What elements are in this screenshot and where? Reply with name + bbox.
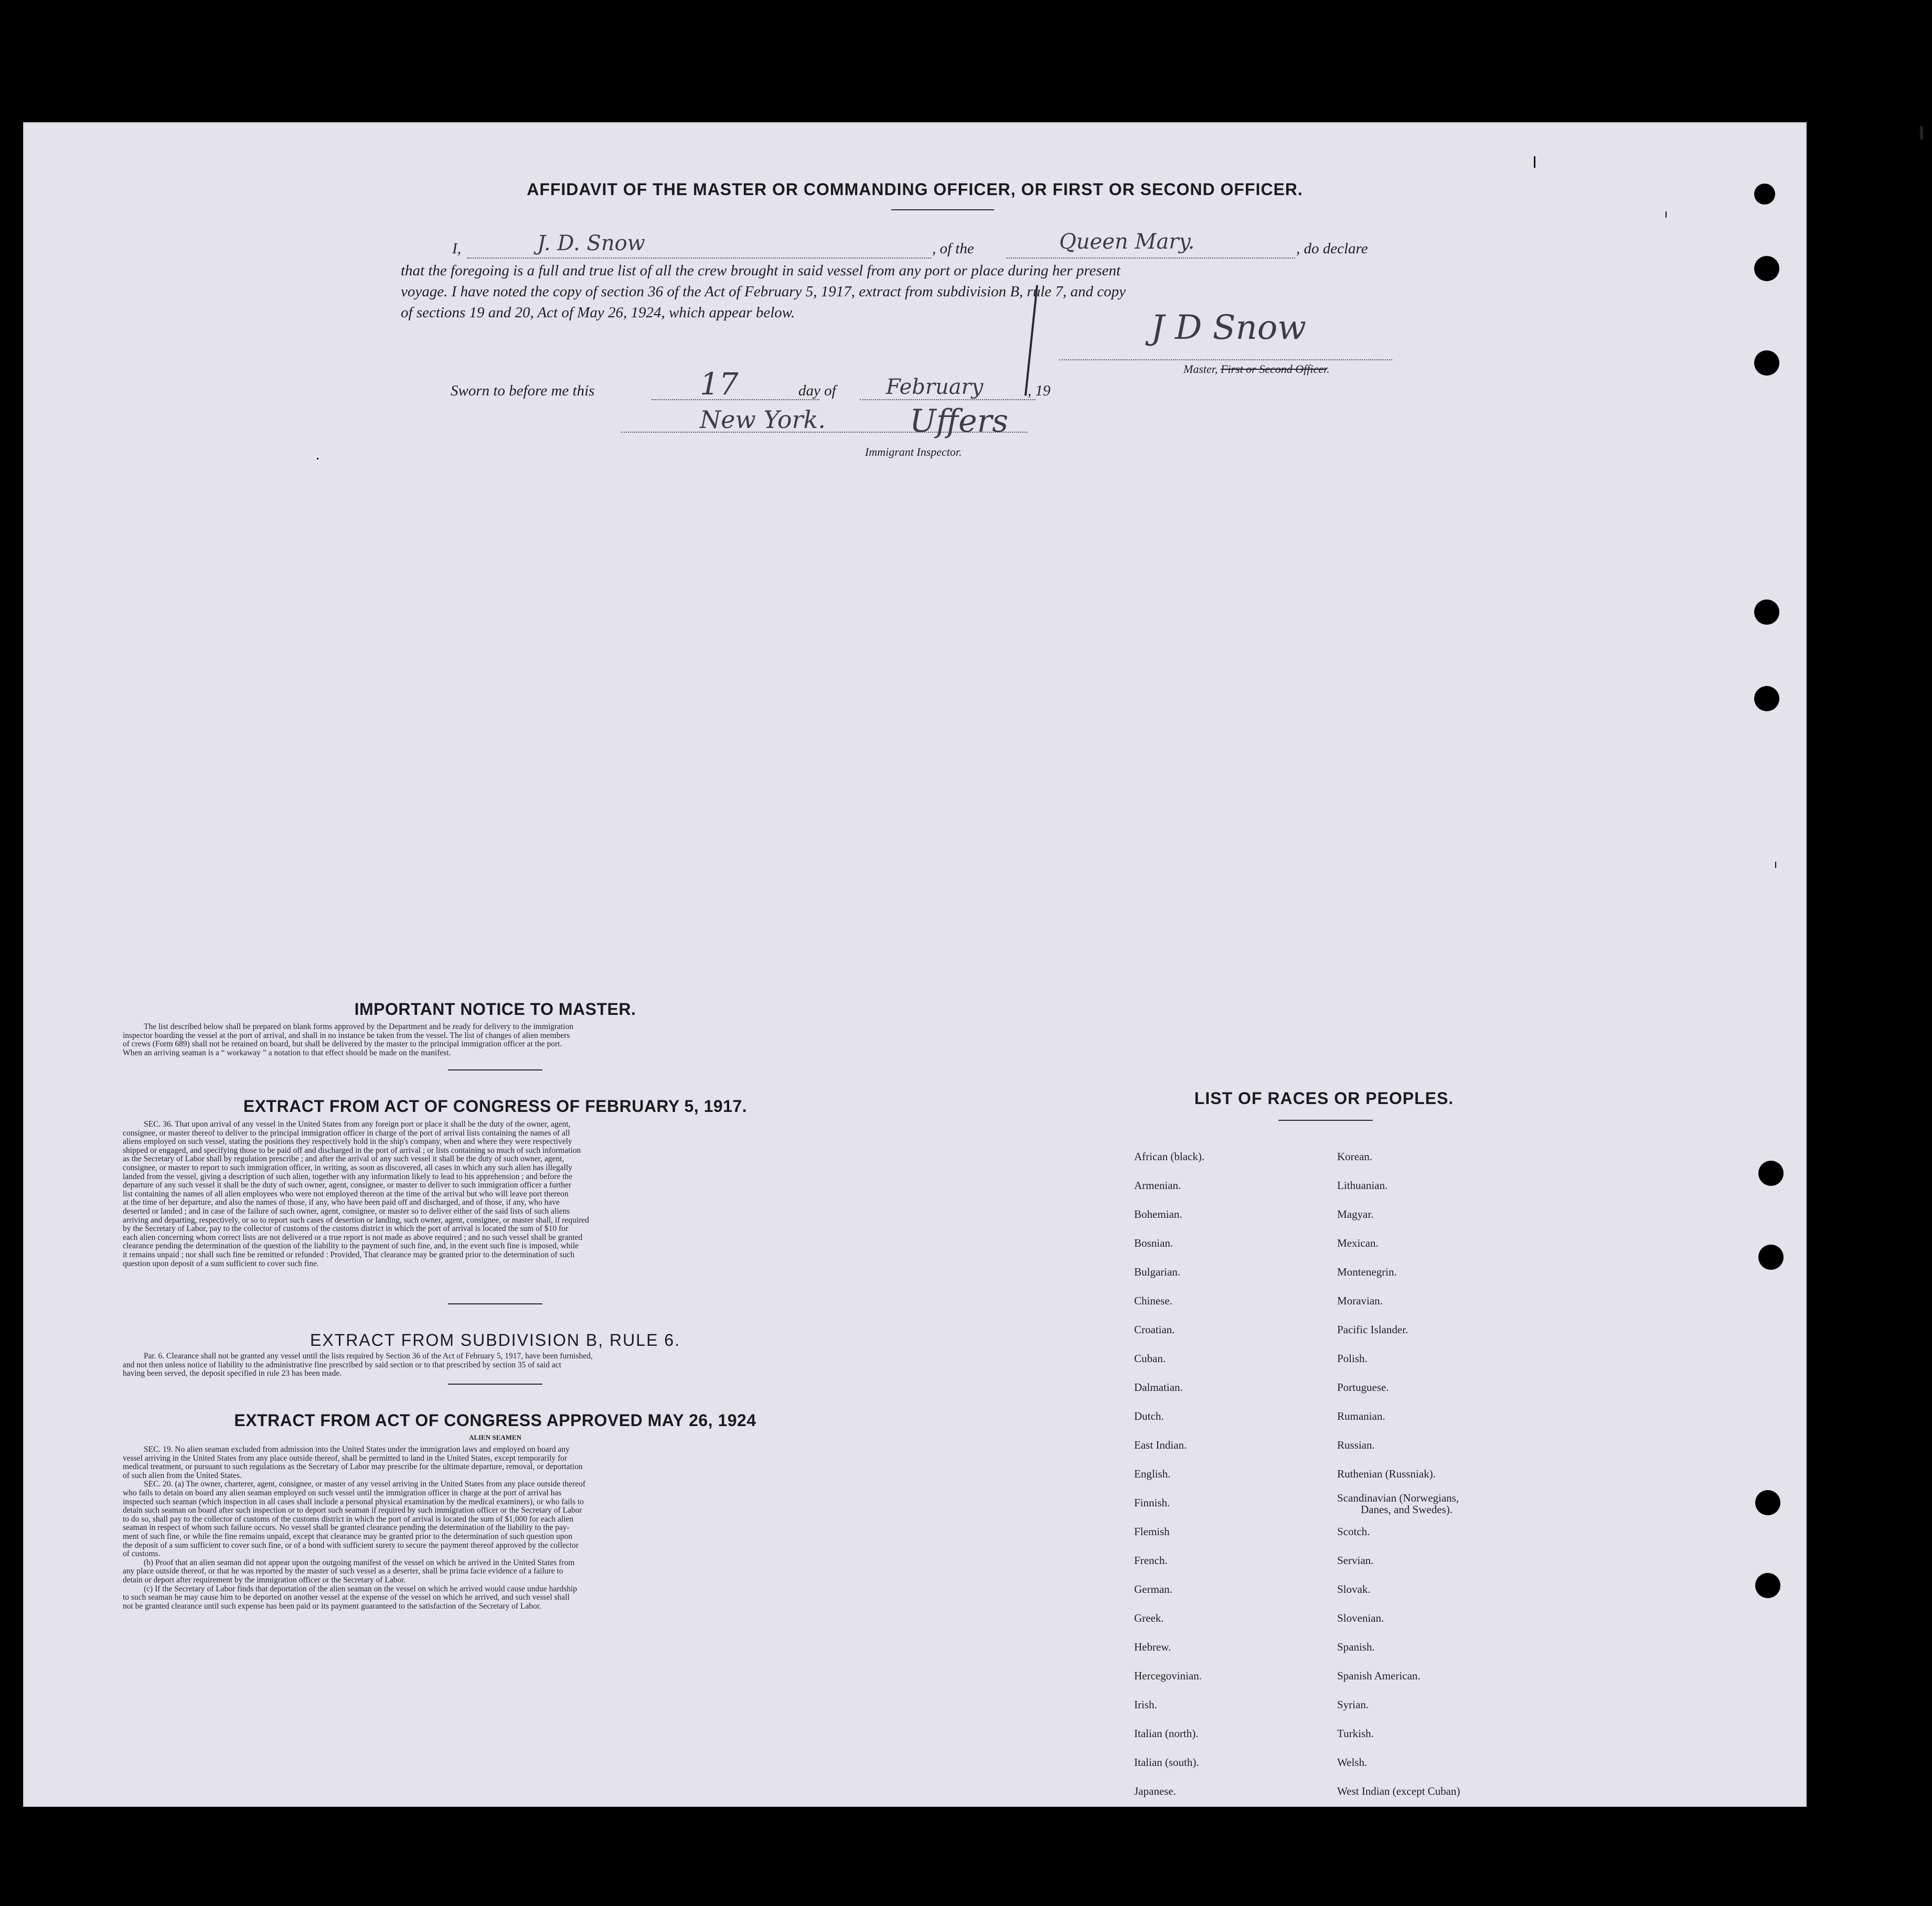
race-item: Turkish. <box>1337 1727 1374 1740</box>
extract-1917-line: by the Secretary of Labor, pay to the collector of customs of the customs district in which the port of arrival is located the sum of $10 for <box>123 1224 569 1234</box>
race-item: Spanish. <box>1337 1641 1375 1653</box>
race-item: Pacific Islander. <box>1337 1323 1408 1336</box>
extract-rule6-line: and not then unless notice of liability to the administrative fine prescribed by said section or to that prescribed by section 35 of said act <box>123 1360 561 1369</box>
role-period: . <box>1327 362 1330 376</box>
master-signature-handwritten: J D Snow <box>1151 308 1307 347</box>
notice-title: IMPORTANT NOTICE TO MASTER. <box>354 1000 636 1019</box>
signature-line <box>1059 359 1392 360</box>
signer-role-label <box>1183 362 1330 376</box>
extract-1924-line: of such alien from the United States. <box>123 1471 242 1480</box>
punch-hole <box>1758 1161 1784 1186</box>
vessel-fill-line <box>1007 258 1295 259</box>
scan-speck <box>317 458 318 459</box>
document-page <box>23 122 1807 1807</box>
race-item: Servian. <box>1337 1554 1374 1567</box>
race-item: Ruthenian (Russniak). <box>1337 1468 1436 1480</box>
race-item: French. <box>1134 1554 1168 1567</box>
extract-1917-title: EXTRACT FROM ACT OF CONGRESS OF FEBRUARY 5, 1917. <box>243 1097 748 1116</box>
races-right-column <box>1337 1142 1460 1806</box>
extract-1924-line: ment of such fine, or while the fine remains unpaid, except that clearance may be granted prior to the determination of such question upon <box>123 1532 572 1541</box>
title-rule <box>891 209 994 210</box>
races-title: LIST OF RACES OR PEOPLES. <box>1194 1089 1454 1108</box>
punch-hole <box>1755 1573 1780 1598</box>
affidavit-body-line-1: that the foregoing is a full and true list of all the crew brought in said vessel from any port or place during her present <box>401 262 1121 279</box>
race-item: Mexican. <box>1337 1237 1379 1249</box>
extract-1917-line: question upon deposit of a sum sufficient to cover such fine. <box>123 1259 319 1268</box>
struck-officer-label: First or Second Officer <box>1220 362 1327 376</box>
i-label: I, <box>452 240 461 257</box>
extract-1917-line: as the Secretary of Labor shall by regulation prescribe ; and after the arrival of any such vessel it shall be the duty of such owner, agent, <box>123 1154 564 1164</box>
master-name-handwritten: J. D. Snow <box>537 231 645 255</box>
extract-1924-line: vessel arriving in the United States from any place outside thereof, shall be permitted to land in the United States, except temporarily for <box>123 1453 568 1463</box>
extract-1924-line: the deposit of a sum sufficient to cover such fine, or of a bond with sufficient surety to secure the payment thereof approved by the collector <box>123 1540 579 1550</box>
extract-1924-line: any place outside thereof, or that he was reported by the master of such vessel as a deserter, shall be prima facie evidence of a failure to <box>123 1567 563 1576</box>
race-item: Cuban. <box>1134 1352 1166 1365</box>
race-item: Hercegovinian. <box>1134 1669 1202 1682</box>
race-item: Chinese. <box>1134 1294 1172 1307</box>
punch-hole <box>1758 1245 1784 1270</box>
extract-1924-line: of customs. <box>123 1549 161 1559</box>
day-handwritten: 17 <box>700 366 739 402</box>
race-item: Scotch. <box>1337 1525 1370 1538</box>
extract-1924-line: SEC. 19. No alien seaman excluded from admission into the United States under the immigration laws and employed on board any <box>144 1445 570 1454</box>
notice-line-2: inspector boarding the vessel at the port of arrival, and shall in no instance be taken from the vessel. The list of changes of alien members <box>123 1031 570 1040</box>
extract-1917-rule <box>448 1303 542 1304</box>
affidavit-title: AFFIDAVIT OF THE MASTER OR COMMANDING OFFICER, OR FIRST OR SECOND OFFICER. <box>527 180 1303 199</box>
race-item: Korean. <box>1337 1150 1373 1163</box>
extract-1917-line: shipped or engaged, and specifying those to be paid off and discharged in the port of arrival ; or lists containing so much of such information <box>123 1145 581 1155</box>
do-declare-label: , do declare <box>1296 240 1368 257</box>
extract-1924-title: EXTRACT FROM ACT OF CONGRESS APPROVED MAY 26, 1924 <box>234 1411 756 1430</box>
notice-line-4: When an arriving seaman is a “ workaway ” a notation to that effect should be made on the manifest. <box>123 1048 451 1057</box>
extract-1924-line: not be granted clearance until such expense has been paid or its payment guaranteed to the satisfaction of the Secretary of Labor. <box>123 1601 541 1611</box>
race-item: Dutch. <box>1134 1410 1164 1422</box>
race-item: Japanese. <box>1134 1785 1176 1797</box>
extract-1917-line: it remains unpaid ; nor shall such fine be remitted or refunded : Provided, That clearance may be granted prior to the determination of such <box>123 1250 574 1259</box>
scan-speck <box>1666 211 1667 218</box>
race-item: Armenian. <box>1134 1179 1181 1192</box>
extract-rule6-line: having been served, the deposit specified in rule 23 has been made. <box>123 1369 342 1378</box>
month-fill-line <box>860 399 1036 400</box>
races-rule <box>1278 1120 1373 1121</box>
extract-1917-line: consignee, or master to report to such immigration officer, in writing, as soon as discovered, all cases in which any such alien has illegally <box>123 1163 572 1172</box>
race-item: Magyar. <box>1337 1208 1374 1220</box>
inspector-label: Immigrant Inspector. <box>865 445 962 458</box>
race-item: Flemish <box>1134 1525 1170 1538</box>
extract-1917-line: at the time of her departure, and also the names of those, if any, who have been paid off and discharged, and of those, if any, who have <box>123 1198 560 1207</box>
year-label: , 19 <box>1028 382 1051 399</box>
extract-1917-line: SEC. 36. That upon arrival of any vessel in the United States from any foreign port or place it shall be the duty of the owner, agent, <box>144 1120 571 1129</box>
race-item: German. <box>1134 1583 1172 1596</box>
race-item: Croatian. <box>1134 1323 1175 1336</box>
punch-hole <box>1754 256 1779 281</box>
scan-speck <box>1534 156 1535 168</box>
extract-rule6-rule <box>448 1384 542 1385</box>
race-item: Slovenian. <box>1337 1612 1384 1624</box>
extract-1917-line: aliens employed on such vessel, stating the positions they respectively hold in the ship's company, when and where they were respectively <box>123 1137 572 1147</box>
day-of-label: day of <box>798 382 836 399</box>
notice-line-1: The list described below shall be prepared on blank forms approved by the Department and be ready for delivery to the immigration <box>144 1022 574 1031</box>
extract-1917-line: list containing the names of all alien employees who were not employed thereon at the time of the arrival but who will leave port thereon <box>123 1189 569 1198</box>
race-item: Dalmatian. <box>1134 1381 1183 1394</box>
extract-1924-line: to such seaman he may cause him to be deported on another vessel at the expense of the vessel on which he arrived, and such vessel shall <box>123 1593 570 1602</box>
sworn-label: Sworn to before me this <box>451 382 595 399</box>
race-item: Hebrew. <box>1134 1641 1171 1653</box>
race-item: African (black). <box>1134 1150 1205 1163</box>
race-item: English. <box>1134 1468 1171 1480</box>
extract-1924-line: (b) Proof that an alien seaman did not appear upon the outgoing manifest of the vessel on which he arrived in the United States from <box>144 1558 575 1567</box>
extract-1924-line: seaman in respect of whom such failure occurs. No vessel shall be granted clearance pending the determination of the liability to the pay- <box>123 1523 570 1533</box>
place-handwritten: New York. <box>700 405 826 434</box>
race-item: Rumanian. <box>1337 1410 1385 1422</box>
punch-hole <box>1754 350 1779 376</box>
race-item: Portuguese. <box>1337 1381 1389 1394</box>
extract-1924-line: detain such seaman on board after such inspection or to deport such seaman if required by such immigration officer or the Secretary of Labor <box>123 1506 582 1515</box>
extract-1924-line: (c) If the Secretary of Labor finds that deportation of the alien seaman on the vessel on which he arrived would cause undue hardship <box>144 1584 577 1593</box>
extract-1924-body <box>123 1445 868 1611</box>
master-label: Master, <box>1183 362 1218 376</box>
notice-line-3: of crews (Form 689) shall not be retained on board, but shall be delivered by the master to the principal immigration officer at the port. <box>123 1040 562 1049</box>
race-item: Bulgarian. <box>1134 1266 1181 1278</box>
race-item: West Indian (except Cuban) <box>1337 1785 1460 1797</box>
race-item: Italian (south). <box>1134 1756 1199 1769</box>
extract-1924-line: who fails to detain on board any alien seaman employed on such vessel until the immigration officer in charge at the port of arrival has <box>123 1488 562 1497</box>
inspector-signature-handwritten: Uffers <box>910 403 1009 440</box>
scan-speck <box>1920 126 1923 140</box>
extract-rule6-line: Par. 6. Clearance shall not be granted any vessel until the lists required by Section 36 of the Act of February 5, 1917, have been furnished, <box>144 1352 593 1361</box>
race-item: Montenegrin. <box>1337 1266 1397 1278</box>
punch-hole <box>1754 184 1775 205</box>
race-item: Bosnian. <box>1134 1237 1173 1249</box>
race-item: Russian. <box>1337 1439 1375 1451</box>
extract-1917-line: each alien concerning whom correct lists are not delivered or a true report is not made as above required ; and no such vessel shall be granted <box>123 1233 583 1242</box>
extract-1917-line: deserted or landed ; and in case of the failure of such owner, agent, consignee, or master so to deliver either of the said lists of such aliens <box>123 1206 570 1216</box>
extract-1924-line: inspected such seaman (which inspection in all cases shall include a personal physical examination by the medical examiners), or who fails to <box>123 1497 584 1506</box>
race-item: Slovak. <box>1337 1583 1371 1596</box>
name-fill-line <box>467 258 931 259</box>
race-item: Moravian. <box>1337 1294 1383 1307</box>
extract-1917-line: landed from the vessel, giving a description of such alien, together with any information likely to lead to his apprehension ; and before the <box>123 1172 573 1181</box>
of-the-label: , of the <box>932 240 974 257</box>
extract-rule6-title: EXTRACT FROM SUBDIVISION B, RULE 6. <box>310 1331 680 1350</box>
notice-rule <box>448 1069 542 1070</box>
month-handwritten: February <box>886 375 984 399</box>
extract-1917-line: clearance pending the determination of the question of the liability to the payment of such fine, and, in the event such fine is imposed, while <box>123 1241 579 1251</box>
race-item: Welsh. <box>1337 1756 1368 1769</box>
race-item: East Indian. <box>1134 1439 1187 1451</box>
race-item-continuation: Danes, and Swedes). <box>1361 1503 1453 1516</box>
vessel-name-handwritten: Queen Mary. <box>1059 230 1195 254</box>
extract-1924-line: SEC. 20. (a) The owner, charterer, agent, consignee, or master of any vessel arriving in the United States from any place outside thereof <box>144 1480 586 1489</box>
race-item: Greek. <box>1134 1612 1164 1624</box>
extract-1924-line: medical treatment, or pursuant to such regulations as the Secretary of Labor may prescribe for the ultimate departure, removal, or deportation <box>123 1462 583 1472</box>
extract-1917-line: arriving and departing, respectively, or so to report such cases of desertion or landing, such owner, agent, consignee, or master shall, if required <box>123 1215 589 1225</box>
scan-speck <box>1775 862 1776 868</box>
punch-hole <box>1754 599 1779 625</box>
extract-rule6-body <box>123 1352 868 1378</box>
extract-1924-line: detain or deport after requirement by the immigration officer or the Secretary of Labor. <box>123 1575 406 1584</box>
punch-hole <box>1755 1490 1780 1515</box>
extract-1917-line: departure of any such vessel it shall be the duty of such owner, agent, consignee, or master to deliver to such immigration officer a further <box>123 1181 572 1190</box>
extract-1924-line: to do so, shall pay to the collector of customs of the customs district in which the port of arrival is located the sum of $1,000 for each alien <box>123 1514 574 1524</box>
race-item: Spanish American. <box>1337 1669 1421 1682</box>
race-item-scandinavian <box>1337 1489 1460 1517</box>
race-item: Irish. <box>1134 1698 1157 1711</box>
race-item: Bohemian. <box>1134 1208 1182 1220</box>
race-item: Finnish. <box>1134 1496 1170 1509</box>
race-item: Lithuanian. <box>1337 1179 1388 1192</box>
race-item: Syrian. <box>1337 1698 1369 1711</box>
affidavit-body-line-2: voyage. I have noted the copy of section 36 of the Act of February 5, 1917, extract from subdivision B, rule 7, and copy <box>401 283 1126 300</box>
race-item: Polish. <box>1337 1352 1368 1365</box>
races-left-column <box>1134 1142 1204 1806</box>
extract-1924-subtitle: ALIEN SEAMEN <box>468 1433 522 1441</box>
race-item: Scandinavian (Norwegians, <box>1337 1492 1459 1504</box>
extract-1917-line: consignee, or master thereof to deliver to the principal immigration officer in charge of the port of arrival lists containing the names of all <box>123 1128 570 1138</box>
punch-hole <box>1754 686 1779 711</box>
affidavit-body-line-3: of sections 19 and 20, Act of May 26, 1924, which appear below. <box>401 304 795 321</box>
extract-1917-body <box>123 1120 868 1268</box>
notice-body <box>123 1023 868 1057</box>
race-item: Italian (north). <box>1134 1727 1199 1740</box>
